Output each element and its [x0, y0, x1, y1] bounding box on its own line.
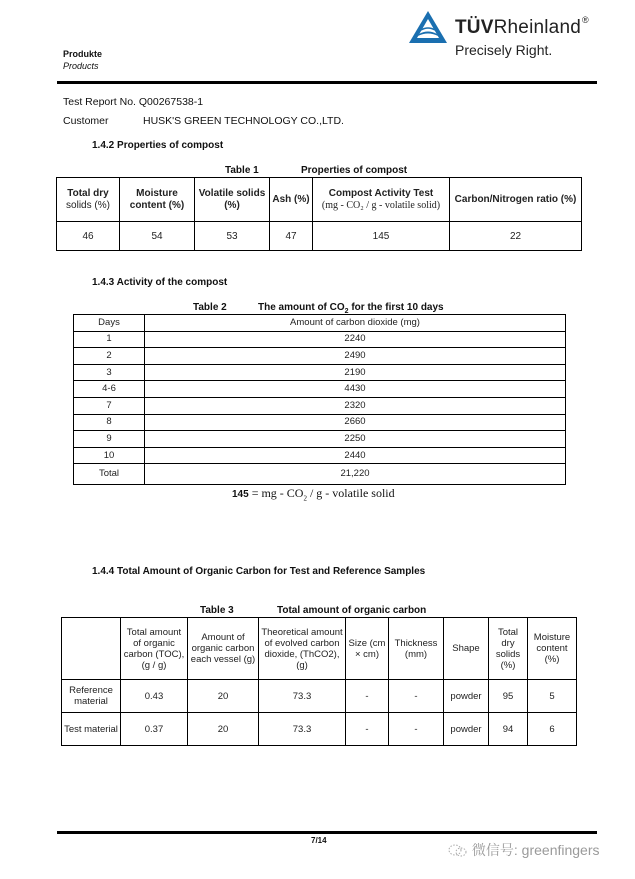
- cell-total-label: Total: [74, 464, 145, 485]
- cell-thco2: 73.3: [259, 713, 346, 746]
- header-total-dry-solids: Total dry solids (%): [57, 178, 120, 222]
- table-header-row: [57, 178, 582, 222]
- table2-number: Table 2: [193, 302, 227, 313]
- test-report-number: Test Report No. Q00267538-1: [63, 96, 204, 108]
- cell-total-dry-solids: 95: [489, 680, 528, 713]
- header-divider: [57, 81, 597, 84]
- co2-amount-table: [73, 314, 566, 485]
- brand-tagline: Precisely Right.: [455, 42, 553, 58]
- cell-amount: 2240: [145, 331, 566, 348]
- header-thickness: Thickness (mm): [389, 618, 444, 680]
- page-number: 7/14: [311, 836, 327, 845]
- table-header-row: [74, 315, 566, 332]
- cell-moisture-content: 5: [528, 680, 577, 713]
- brand-regular: Rheinland: [493, 17, 581, 38]
- cell-day: 10: [74, 447, 145, 464]
- cell-amount: 2320: [145, 397, 566, 414]
- cell-day: 2: [74, 348, 145, 365]
- registered-mark: ®: [581, 15, 589, 25]
- cell-toc: 0.43: [121, 680, 188, 713]
- table2-title: The amount of $CO_2$ for the first 10 days: [258, 302, 444, 315]
- cell-amount: 2490: [145, 348, 566, 365]
- cell-amount: 2250: [145, 431, 566, 448]
- properties-table: [56, 177, 582, 251]
- brand-name: [455, 17, 589, 39]
- footer-divider: [57, 831, 597, 834]
- cell-amount: 2440: [145, 447, 566, 464]
- header-compost-activity-test: Compost Activity Test (mg - CO₂ / g - volatile solid): [313, 178, 450, 222]
- cell-shape: powder: [444, 713, 489, 746]
- section-label-english: Products: [63, 61, 99, 71]
- brand-bold: TÜV: [455, 17, 494, 38]
- cell-sample: Test material: [62, 713, 121, 746]
- cell-cn-ratio: 22: [450, 222, 582, 251]
- cell-day: 7: [74, 397, 145, 414]
- wechat-watermark: [448, 840, 600, 860]
- header-toc: Total amount of organic carbon (TOC), (g / g): [121, 618, 188, 680]
- cell-size: -: [346, 680, 389, 713]
- cell-toc: 0.37: [121, 713, 188, 746]
- cell-thco2: 73.3: [259, 680, 346, 713]
- cell-amount: 4430: [145, 381, 566, 398]
- header-days: Days: [74, 315, 145, 332]
- table3-number: Table 3: [200, 605, 234, 616]
- table-row: [62, 713, 577, 746]
- table-row: [74, 447, 566, 464]
- customer-value: HUSK'S GREEN TECHNOLOGY CO.,LTD.: [143, 115, 344, 127]
- section-label-german: Produkte: [63, 49, 103, 59]
- table1-title: Properties of compost: [301, 165, 408, 176]
- header-ash: Ash (%): [270, 178, 313, 222]
- header-sample: [62, 618, 121, 680]
- cell-moisture-content: 6: [528, 713, 577, 746]
- table-total-row: [74, 464, 566, 485]
- cell-amount: 2190: [145, 364, 566, 381]
- table-row: [74, 348, 566, 365]
- section-heading-1-4-2: 1.4.2 Properties of compost: [92, 140, 224, 151]
- header-total-dry-solids: Total dry solids (%): [489, 618, 528, 680]
- cell-size: -: [346, 713, 389, 746]
- formula-value: 145: [232, 489, 249, 500]
- cell-thickness: -: [389, 680, 444, 713]
- header-amount-co2: Amount of carbon dioxide (mg): [145, 315, 566, 332]
- header-carbon-nitrogen-ratio: Carbon/Nitrogen ratio (%): [450, 178, 582, 222]
- header-moisture-content: Moisture content (%): [528, 618, 577, 680]
- header-size: Size (cm × cm): [346, 618, 389, 680]
- cell-day: 8: [74, 414, 145, 431]
- tuv-triangle-logo-icon: [408, 10, 448, 44]
- header-carbon-per-vessel: Amount of organic carbon each vessel (g): [188, 618, 259, 680]
- cell-moisture-content: 54: [120, 222, 195, 251]
- header-shape: Shape: [444, 618, 489, 680]
- section-heading-1-4-4: 1.4.4 Total Amount of Organic Carbon for Test and Reference Samples: [92, 566, 426, 577]
- cell-day: 9: [74, 431, 145, 448]
- table-row: [74, 331, 566, 348]
- cell-total-dry-solids: 46: [57, 222, 120, 251]
- table-header-row: [62, 618, 577, 680]
- table3-title: Total amount of organic carbon: [277, 605, 427, 616]
- customer-label: Customer: [63, 115, 109, 127]
- activity-formula: 145 = mg - $CO_2$ / g - volatile solid: [232, 486, 395, 503]
- table-row: [62, 680, 577, 713]
- table-row: [74, 414, 566, 431]
- table-row: [57, 222, 582, 251]
- cell-shape: powder: [444, 680, 489, 713]
- table-row: [74, 364, 566, 381]
- header-thco2: Theoretical amount of evolved carbon dioxide, (ThCO2), (g): [259, 618, 346, 680]
- cell-day: 3: [74, 364, 145, 381]
- watermark-text: 微信号: greenfingers: [471, 842, 600, 858]
- header-moisture-content: Moisture content (%): [120, 178, 195, 222]
- cell-ash: 47: [270, 222, 313, 251]
- cell-day: 4-6: [74, 381, 145, 398]
- tuv-rheinland-logo: [408, 10, 628, 62]
- section-heading-1-4-3: 1.4.3 Activity of the compost: [92, 277, 228, 288]
- table-row: [74, 431, 566, 448]
- cell-day: 1: [74, 331, 145, 348]
- table1-number: Table 1: [225, 165, 259, 176]
- organic-carbon-table: [61, 617, 577, 746]
- cell-total-value: 21,220: [145, 464, 566, 485]
- table-row: [74, 397, 566, 414]
- cell-amount: 2660: [145, 414, 566, 431]
- table-row: [74, 381, 566, 398]
- header-volatile-solids: Volatile solids (%): [195, 178, 270, 222]
- wechat-icon: [448, 844, 468, 858]
- cell-carbon-per-vessel: 20: [188, 680, 259, 713]
- cell-sample: Reference material: [62, 680, 121, 713]
- cell-compost-activity: 145: [313, 222, 450, 251]
- cell-volatile-solids: 53: [195, 222, 270, 251]
- cell-carbon-per-vessel: 20: [188, 713, 259, 746]
- cell-thickness: -: [389, 713, 444, 746]
- cell-total-dry-solids: 94: [489, 713, 528, 746]
